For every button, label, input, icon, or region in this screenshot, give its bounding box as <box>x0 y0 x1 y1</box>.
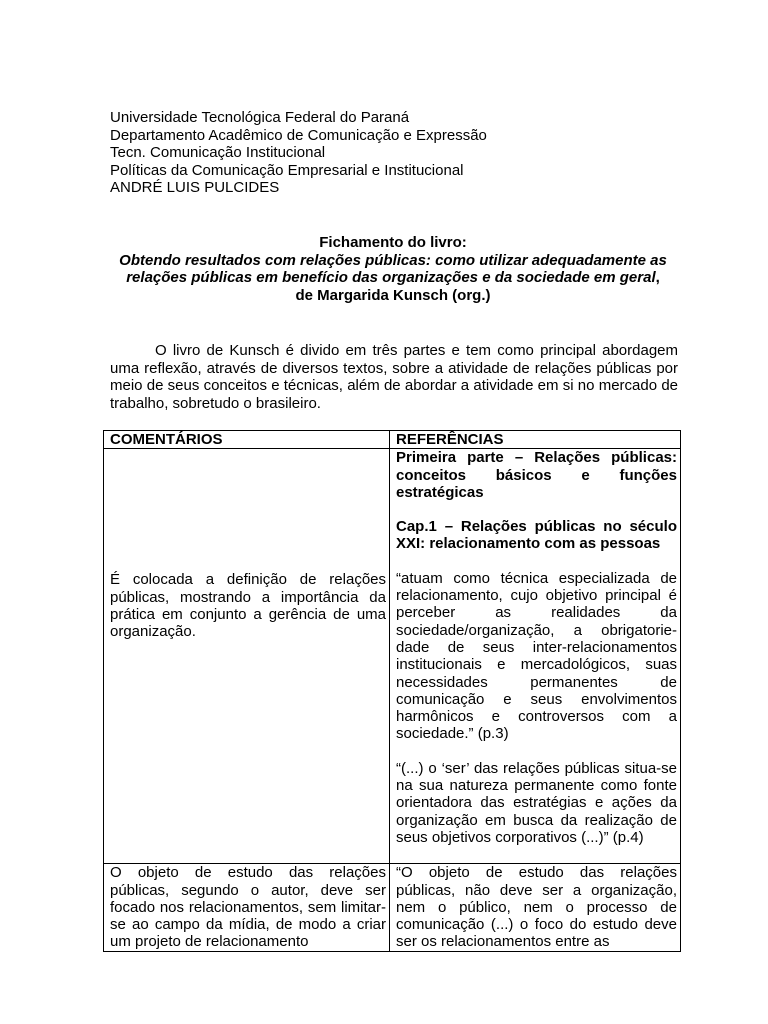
book-author: de Margarida Kunsch (org.) <box>295 286 491 304</box>
institution-header <box>110 109 670 197</box>
header-author: ANDRÉ LUIS PULCIDES <box>110 179 280 197</box>
comment-cell <box>104 864 390 951</box>
part-heading: Primeira parte – Relações públicas: conceitos básicos e funções estratégicas <box>396 449 677 501</box>
notes-table <box>103 430 681 952</box>
title-comma: , <box>655 269 660 287</box>
comment-text: O objeto de estudo das relações públicas, segundo o autor, deve ser focado nos relacionamentos, sem limitar-se ao campo da mídia, de modo a criar um projeto de relacionamento <box>110 864 386 951</box>
reference-cell <box>390 449 681 864</box>
table-header-row <box>104 431 681 449</box>
column-header-comments: COMENTÁRIOS <box>104 431 390 449</box>
table-row <box>104 449 681 864</box>
reference-quote: “(...) o ‘ser’ das relações públicas situa-se na sua natureza permanente como fonte orientadora das estratégias e ações da organização em busca da realização de seus objetivos corporativos (...)” (p.4) <box>396 759 677 846</box>
document-title <box>104 234 682 304</box>
comment-cell <box>104 449 390 864</box>
table-row <box>104 864 681 951</box>
reference-quote: “atuam como técnica especializada de relacionamento, cujo objetivo principal é perceber as realidades da sociedade/organização, a obrigatorie-dade de seus inter-relacionamentos institucionais e mercadológicos, suas necessidades permanentes de comunicação e seus envolvimentos harmônicos e controversos com a sociedade.” (p.3) <box>396 569 677 743</box>
title-label: Fichamento do livro: <box>319 234 467 251</box>
header-course: Tecn. Comunicação Institucional <box>110 144 326 162</box>
book-title-line-1: Obtendo resultados com relações públicas: como utilizar adequadamente as <box>119 251 667 269</box>
reference-quote: “O objeto de estudo das relações públicas, não deve ser a organização, nem o público, nem o processo de comunicação (...) o foco do estudo deve ser os relacionamentos entre as <box>396 864 677 951</box>
header-subject: Políticas da Comunicação Empresarial e Institucional <box>110 161 464 179</box>
intro-text: O livro de Kunsch é divido em três partes e tem como principal abordagem uma reflexão, através de diversos textos, sobre a atividade de relações públicas por meio de seus conceitos e técnicas, além de abordar a atividade em si no mercado de trabalho, sobretudo o brasileiro. <box>110 342 678 412</box>
header-university: Universidade Tecnológica Federal do Paraná <box>110 109 410 126</box>
comment-text: É colocada a definição de relações públicas, mostrando a importância da prática em conjunto a gerência de uma organização. <box>110 571 386 641</box>
book-title-line-2: relações públicas em benefício das organizações e da sociedade em geral <box>126 269 656 287</box>
header-department: Departamento Acadêmico de Comunicação e Expressão <box>110 126 487 144</box>
chapter-heading: Cap.1 – Relações públicas no século XXI: relacionamento com as pessoas <box>396 518 677 553</box>
reference-cell <box>390 864 681 951</box>
intro-paragraph <box>110 342 678 412</box>
column-header-references: REFERÊNCIAS <box>390 431 681 449</box>
